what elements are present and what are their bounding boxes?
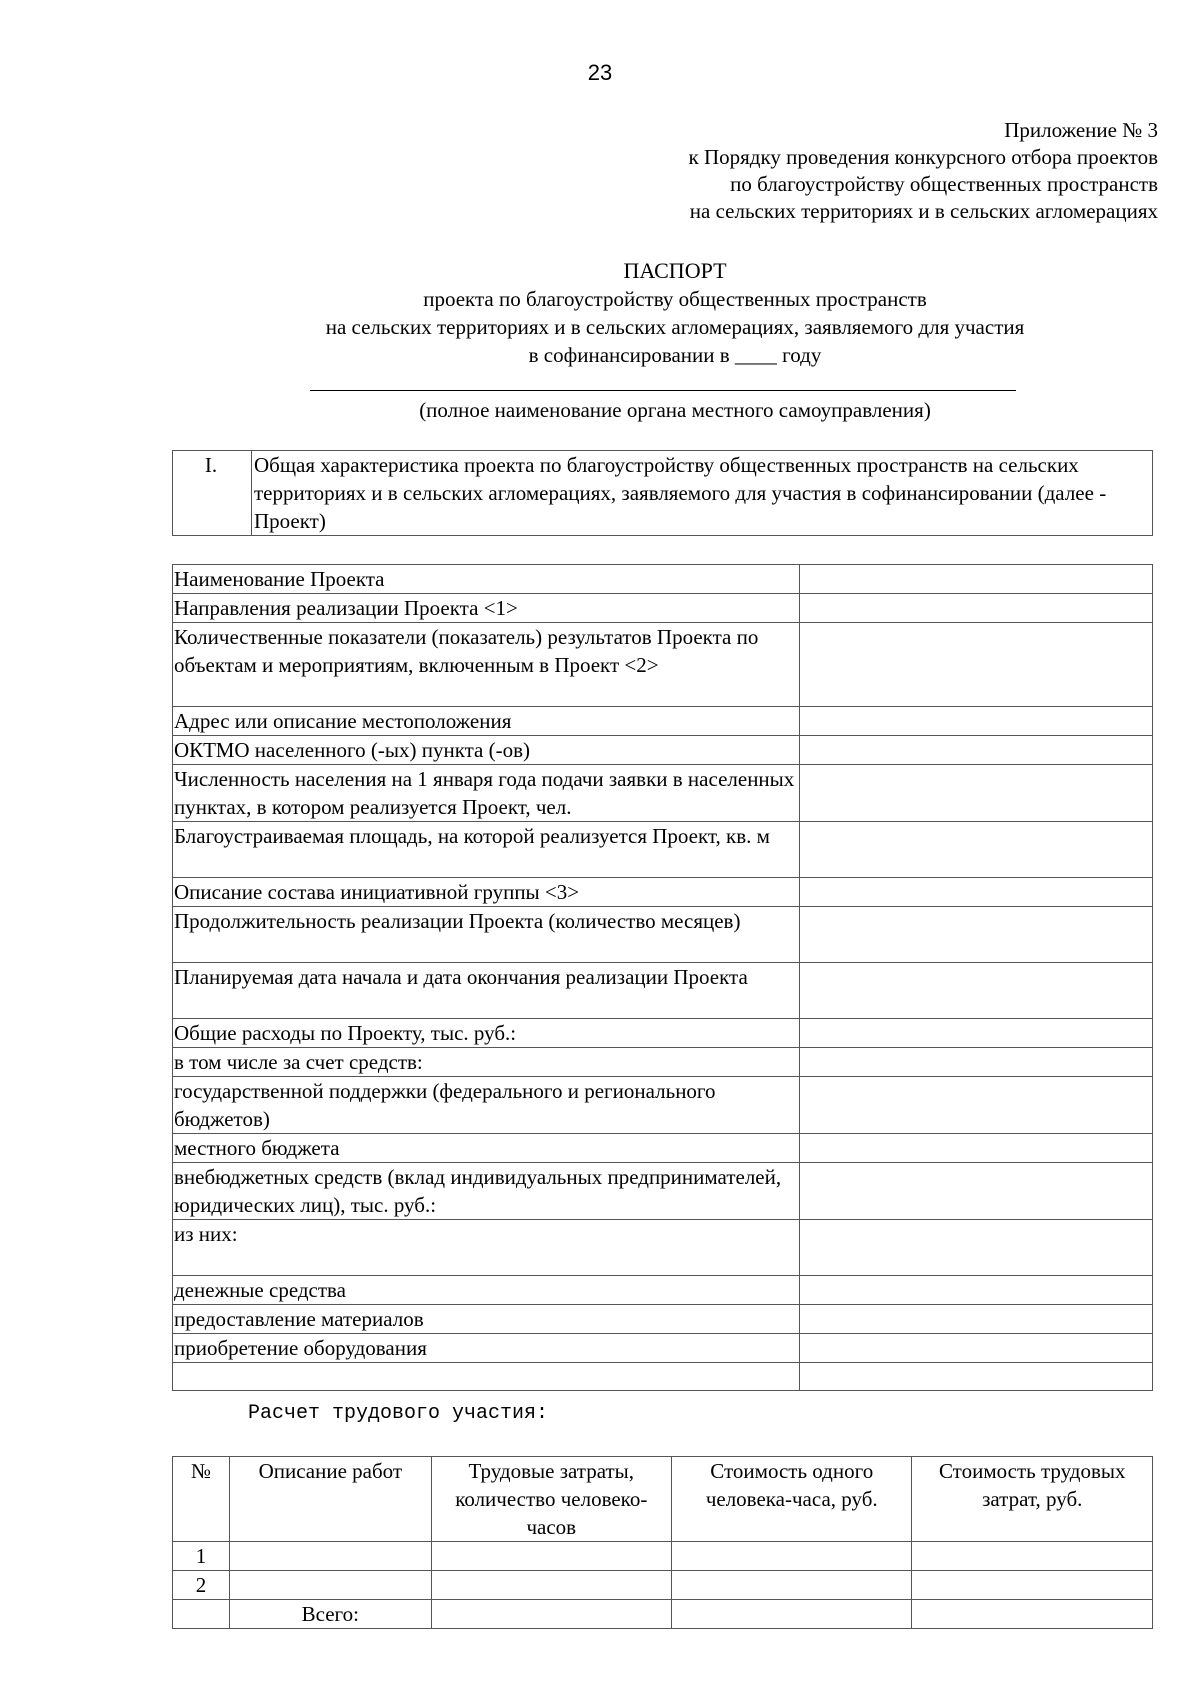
table-row bbox=[173, 1542, 1153, 1571]
row-value bbox=[799, 1048, 1152, 1077]
table-cell bbox=[431, 1600, 671, 1629]
row-value bbox=[799, 736, 1152, 765]
passport-table bbox=[172, 564, 1153, 1391]
row-label: местного бюджета bbox=[173, 1134, 800, 1163]
row-value bbox=[799, 1363, 1152, 1391]
row-value bbox=[799, 1163, 1152, 1220]
labor-table bbox=[172, 1456, 1153, 1629]
table-cell: 1 bbox=[173, 1542, 230, 1571]
row-label: Численность населения на 1 января года подачи заявки в населенных пунктах, в котором реализуется Проект, чел. bbox=[173, 765, 800, 822]
table-cell bbox=[230, 1571, 431, 1600]
row-label: Общие расходы по Проекту, тыс. руб.: bbox=[173, 1019, 800, 1048]
row-label: из них: bbox=[173, 1220, 800, 1276]
row-value bbox=[799, 822, 1152, 878]
table-row bbox=[173, 1048, 1153, 1077]
table-row bbox=[173, 907, 1153, 963]
table-row bbox=[173, 878, 1153, 907]
labor-caption: Расчет трудового участия: bbox=[248, 1402, 549, 1425]
table-row bbox=[173, 822, 1153, 878]
section-number: I. bbox=[173, 451, 252, 536]
column-header: Стоимость одного человека-часа, руб. bbox=[672, 1457, 912, 1542]
appendix-line: Приложение № 3 bbox=[1004, 118, 1158, 142]
row-value bbox=[799, 1334, 1152, 1363]
table-cell bbox=[912, 1600, 1153, 1629]
total-label: Всего: bbox=[230, 1600, 431, 1629]
table-row bbox=[173, 1600, 1153, 1629]
table-row bbox=[173, 623, 1153, 707]
table-row bbox=[173, 1163, 1153, 1220]
table-cell bbox=[431, 1542, 671, 1571]
row-label: Направления реализации Проекта <1> bbox=[173, 594, 800, 623]
table-row bbox=[173, 963, 1153, 1019]
page-number: 23 bbox=[587, 60, 613, 85]
column-header: Трудовые затраты, количество человеко-часов bbox=[431, 1457, 671, 1542]
column-header: № bbox=[173, 1457, 230, 1542]
row-value bbox=[799, 594, 1152, 623]
table-row bbox=[173, 1363, 1153, 1391]
row-value bbox=[799, 1077, 1152, 1134]
row-value bbox=[799, 907, 1152, 963]
row-label: денежные средства bbox=[173, 1276, 800, 1305]
table-row bbox=[173, 1134, 1153, 1163]
table-cell bbox=[672, 1542, 912, 1571]
row-value bbox=[799, 565, 1152, 594]
row-label: внебюджетных средств (вклад индивидуальных предпринимателей, юридических лиц), тыс. руб.: bbox=[173, 1163, 800, 1220]
section-row bbox=[173, 451, 1153, 536]
table-row bbox=[173, 1220, 1153, 1276]
table-cell: 2 bbox=[173, 1571, 230, 1600]
appendix-line: на сельских территориях и в сельских агломерациях bbox=[689, 199, 1158, 223]
table-cell bbox=[230, 1542, 431, 1571]
table-row bbox=[173, 1334, 1153, 1363]
table-row bbox=[173, 1019, 1153, 1048]
title-line: проекта по благоустройству общественных пространств bbox=[423, 287, 927, 311]
row-label: государственной поддержки (федерального и регионального бюджетов) bbox=[173, 1077, 800, 1134]
row-label: Наименование Проекта bbox=[173, 565, 800, 594]
row-label: Количественные показатели (показатель) результатов Проекта по объектам и мероприятиям, включенным в Проект <2> bbox=[173, 623, 800, 707]
row-value bbox=[799, 765, 1152, 822]
row-label: предоставление материалов bbox=[173, 1305, 800, 1334]
row-value bbox=[799, 1305, 1152, 1334]
row-label: ОКТМО населенного (-ых) пункта (-ов) bbox=[173, 736, 800, 765]
table-cell bbox=[431, 1571, 671, 1600]
document-title bbox=[175, 257, 1175, 369]
row-label: Продолжительность реализации Проекта (количество месяцев) bbox=[173, 907, 800, 963]
table-row bbox=[173, 565, 1153, 594]
row-value bbox=[799, 1019, 1152, 1048]
appendix-header bbox=[538, 117, 1158, 225]
row-value bbox=[799, 1134, 1152, 1163]
row-label bbox=[173, 1363, 800, 1391]
table-row bbox=[173, 1276, 1153, 1305]
title-heading: ПАСПОРТ bbox=[623, 258, 727, 283]
table-row bbox=[173, 765, 1153, 822]
row-label: Планируемая дата начала и дата окончания реализации Проекта bbox=[173, 963, 800, 1019]
table-row bbox=[173, 1077, 1153, 1134]
row-value bbox=[799, 878, 1152, 907]
row-label: Адрес или описание местоположения bbox=[173, 707, 800, 736]
title-line: на сельских территориях и в сельских агломерациях, заявляемого для участия bbox=[325, 315, 1025, 339]
table-cell bbox=[173, 1600, 230, 1629]
table-row bbox=[173, 736, 1153, 765]
table-cell bbox=[912, 1571, 1153, 1600]
row-value bbox=[799, 1276, 1152, 1305]
row-value bbox=[799, 623, 1152, 707]
table-row bbox=[173, 1571, 1153, 1600]
row-value bbox=[799, 1220, 1152, 1276]
table-cell bbox=[672, 1571, 912, 1600]
appendix-line: по благоустройству общественных пространств bbox=[730, 172, 1158, 196]
table-cell bbox=[672, 1600, 912, 1629]
row-label: Благоустраиваемая площадь, на которой реализуется Проект, кв. м bbox=[173, 822, 800, 878]
table-header-row bbox=[173, 1457, 1153, 1542]
table-row bbox=[173, 1305, 1153, 1334]
column-header: Описание работ bbox=[230, 1457, 431, 1542]
column-header: Стоимость трудовых затрат, руб. bbox=[912, 1457, 1153, 1542]
row-label: приобретение оборудования bbox=[173, 1334, 800, 1363]
row-value bbox=[799, 707, 1152, 736]
appendix-line: к Порядку проведения конкурсного отбора проектов bbox=[688, 145, 1158, 169]
row-value bbox=[799, 963, 1152, 1019]
org-name-blank-line bbox=[310, 390, 1016, 391]
section-text: Общая характеристика проекта по благоустройству общественных пространств на сельских территориях и в сельских агломерациях, заявляемого для участия в софинансировании (далее - Проект) bbox=[252, 451, 1153, 536]
row-label: в том числе за счет средств: bbox=[173, 1048, 800, 1077]
table-row bbox=[173, 594, 1153, 623]
row-label: Описание состава инициативной группы <3> bbox=[173, 878, 800, 907]
table-row bbox=[173, 707, 1153, 736]
org-caption: (полное наименование органа местного самоуправления) bbox=[419, 398, 931, 422]
title-line: в софинансировании в ____ году bbox=[528, 343, 822, 367]
table-cell bbox=[912, 1542, 1153, 1571]
section-table bbox=[172, 450, 1153, 536]
